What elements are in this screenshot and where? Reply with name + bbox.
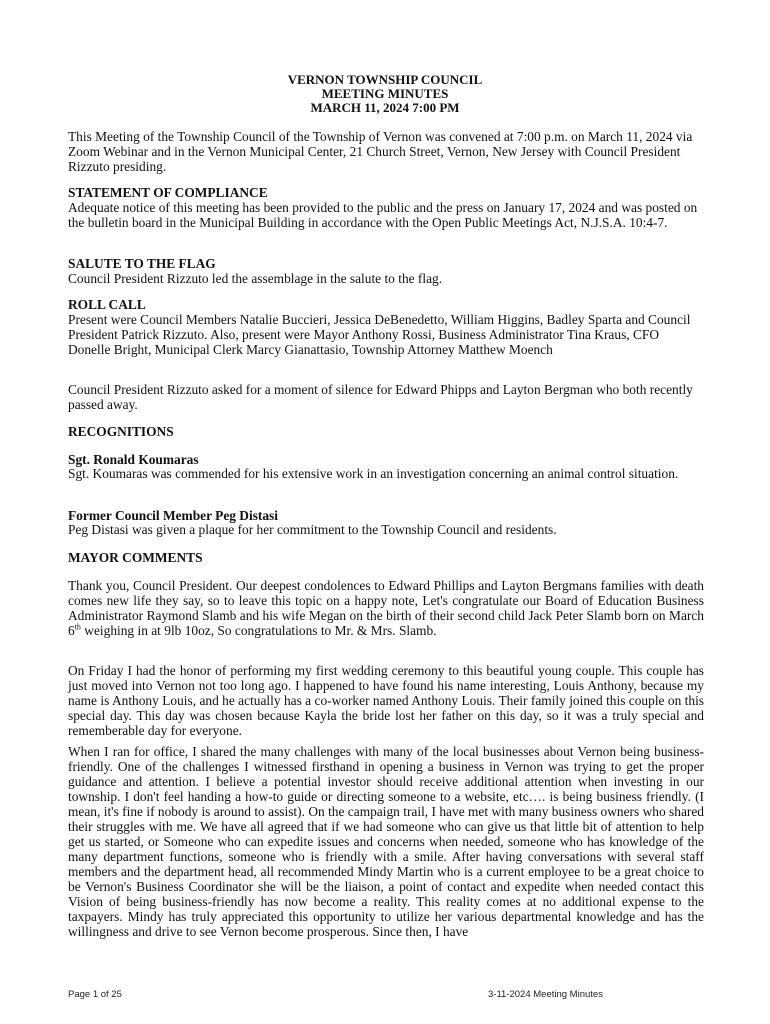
recognition-name: Sgt. Ronald Koumaras	[68, 452, 199, 467]
footer-document-name: 3-11-2024 Meeting Minutes	[488, 989, 603, 1000]
moment-of-silence-text: Council President Rizzuto asked for a moment of silence for Edward Phipps and Layton Bergman who both recently passed away.	[68, 382, 693, 412]
footer-page-number: Page 1 of 25	[68, 989, 122, 1000]
mayor-comments-heading: MAYOR COMMENTS	[68, 550, 203, 565]
compliance-heading: STATEMENT OF COMPLIANCE	[68, 185, 268, 200]
mayor-paragraph-1-text-a: Thank you, Council President. Our deepest condolences to Edward Phillips and Layton Bergmans families with death comes new life they say, so to leave this topic on a happy note, Let's congratulate our Board of Education Business Administrator Raymond Slamb and his wife Megan on the birth of their second child Jack Peter Slamb born on March 6	[68, 578, 704, 638]
roll-call-text: Present were Council Members Natalie Buccieri, Jessica DeBenedetto, William Higgins, Badley Sparta and Council President Patrick Rizzuto. Also, present were Mayor Anthony Rossi, Business Administrator Tina Kraus, CFO Donelle Bright, Municipal Clerk Marcy Gianattasio, Township Attorney Matthew Moench	[68, 312, 691, 357]
header-title-line-2: MEETING MINUTES	[321, 86, 449, 101]
recognition-text: Peg Distasi was given a plaque for her commitment to the Township Council and residents.	[68, 522, 557, 537]
salute-text: Council President Rizzuto led the assemblage in the salute to the flag.	[68, 271, 443, 286]
mayor-paragraph-3: When I ran for office, I shared the many challenges with many of the local businesses about Vernon being business-friendly. One of the challenges I witnessed firsthand in opening a business in Vernon was trying to get the proper guidance and attention. I believe a potential investor should receive additional attention when investing in our township. I don't feel handing a how-to guide or directing someone to a website, etc…. is being business friendly. (I mean, it's fine if nobody is around to assist). On the campaign trail, I have met with many business owners who shared their struggles with me. We have all agreed that if we had someone who can give us that little bit of attention to help get us started, or Someone who can expedite issues and concerns when needed, someone who has knowledge of the many department functions, someone who is friendly with a smile. After having conversations with several staff members and the department head, all recommended Mindy Martin who is a current employee to be a great choice to be Vernon's Business Coordinator she will be the liaison, a point of contact and expedite when needed contact this Vision of being business-friendly has now become a reality. This reality comes at no additional expense to the taxpayers. Mindy has truly appreciated this opportunity to utilize her various departmental knowledge and has the willingness and drive to see Vernon become prosperous. Since then, I have	[68, 744, 704, 939]
mayor-paragraph-1	[68, 578, 704, 638]
header-title-line-3: MARCH 11, 2024 7:00 PM	[310, 100, 460, 115]
compliance-text: Adequate notice of this meeting has been provided to the public and the press on January 17, 2024 and was posted on the bulletin board in the Municipal Building in accordance with the Open Public Meetings Act, N.J.S.A. 10:4-7.	[68, 200, 698, 230]
salute-heading: SALUTE TO THE FLAG	[68, 256, 216, 271]
mayor-paragraph-2: On Friday I had the honor of performing my first wedding ceremony to this beautiful young couple. This couple has just moved into Vernon not too long ago. I happened to have found his name interesting, Louis Anthony, because my name is Anthony Louis, and he actually has a co-worker named Anthony Louis. Their family joined this couple on this special day. This day was chosen because Kayla the bride lost her father on this day, so it was a truly special and rememberable day for everyone.	[68, 663, 704, 738]
mayor-paragraph-1-text-b: weighing in at 9lb 10oz, So congratulations to Mr. & Mrs. Slamb.	[80, 623, 437, 638]
header-title-line-1: VERNON TOWNSHIP COUNCIL	[287, 72, 483, 87]
recognitions-heading: RECOGNITIONS	[68, 424, 174, 439]
roll-call-heading: ROLL CALL	[68, 297, 146, 312]
ordinal-suffix: th	[74, 622, 81, 632]
recognition-name: Former Council Member Peg Distasi	[68, 508, 278, 523]
recognition-text: Sgt. Koumaras was commended for his extensive work in an investigation concerning an animal control situation.	[68, 466, 679, 481]
intro-paragraph: This Meeting of the Township Council of the Township of Vernon was convened at 7:00 p.m. on March 11, 2024 via Zoom Webinar and in the Vernon Municipal Center, 21 Church Street, Vernon, New Jersey with Council President Rizzuto presiding.	[68, 129, 693, 174]
